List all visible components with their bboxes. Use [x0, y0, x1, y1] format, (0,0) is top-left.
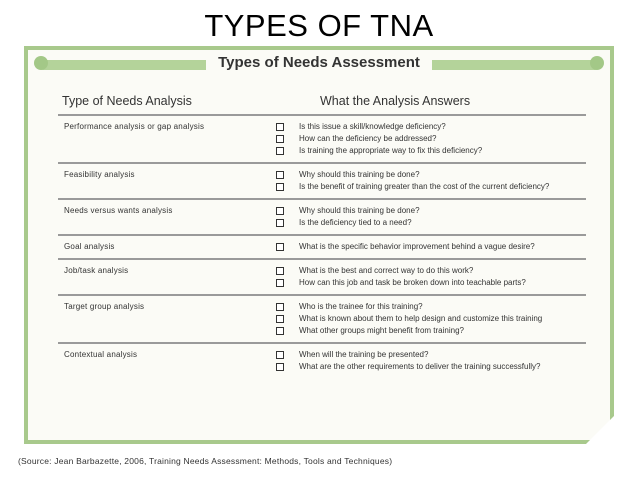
answer-text: Is the benefit of training greater than the cost of the current deficiency?	[299, 182, 550, 191]
answer-text: Is training the appropriate way to fix this deficiency?	[299, 146, 483, 155]
answer-text: What is the specific behavior improvement behind a vague desire?	[299, 242, 535, 251]
source-citation: (Source: Jean Barbazette, 2006, Training Needs Assessment: Methods, Tools and Techniques)	[18, 456, 393, 466]
answer-text: Why should this training be done?	[299, 206, 420, 215]
checkbox-icon	[276, 147, 284, 155]
analysis-type-label: Target group analysis	[64, 302, 145, 311]
column-headers	[58, 94, 578, 112]
checkbox-icon	[276, 327, 284, 335]
table-row	[58, 198, 586, 234]
checkbox-icon	[276, 207, 284, 215]
answer-text: Is this issue a skill/knowledge deficiency?	[299, 122, 446, 131]
table-row	[58, 114, 586, 162]
answer-text: What is known about them to help design and customize this training	[299, 314, 543, 323]
answer-list	[274, 349, 586, 373]
table-row	[58, 294, 586, 342]
checkbox-icon	[276, 243, 284, 251]
answer-text: Is the deficiency tied to a need?	[299, 218, 412, 227]
answer-list	[274, 205, 586, 229]
answer-list	[274, 301, 586, 337]
table-row	[58, 234, 586, 258]
answer-item	[274, 217, 586, 229]
analysis-type-label: Performance analysis or gap analysis	[64, 122, 205, 131]
answer-item	[274, 169, 586, 181]
slide-title: TYPES OF TNA	[204, 8, 434, 43]
checkbox-icon	[276, 267, 284, 275]
checkbox-icon	[276, 303, 284, 311]
checkbox-icon	[276, 135, 284, 143]
answer-item	[274, 301, 586, 313]
answer-item	[274, 313, 586, 325]
answer-text: When will the training be presented?	[299, 350, 429, 359]
answer-item	[274, 361, 586, 373]
answer-list	[274, 121, 586, 157]
card-title: Types of Needs Assessment	[206, 54, 432, 71]
answer-item	[274, 133, 586, 145]
checkbox-icon	[276, 351, 284, 359]
answer-item	[274, 265, 586, 277]
checkbox-icon	[276, 315, 284, 323]
needs-assessment-card	[24, 46, 614, 444]
answer-list	[274, 169, 586, 193]
checkbox-icon	[276, 183, 284, 191]
answer-list	[274, 265, 586, 289]
answer-item	[274, 277, 586, 289]
answer-text: What are the other requirements to deliver the training successfully?	[299, 362, 541, 371]
analysis-type-label: Contextual analysis	[64, 350, 138, 359]
answer-item	[274, 205, 586, 217]
answer-text: Who is the trainee for this training?	[299, 302, 423, 311]
checkbox-icon	[276, 279, 284, 287]
answer-text: How can the deficiency be addressed?	[299, 134, 437, 143]
card-title-wrap	[28, 54, 610, 71]
answer-text: What other groups might benefit from training?	[299, 326, 464, 335]
table-row	[58, 342, 586, 378]
analysis-type-label: Job/task analysis	[64, 266, 129, 275]
analysis-type-label: Feasibility analysis	[64, 170, 135, 179]
analysis-table	[58, 114, 586, 378]
analysis-type-label: Needs versus wants analysis	[64, 206, 173, 215]
answer-item	[274, 241, 586, 253]
answer-item	[274, 349, 586, 361]
answer-text: What is the best and correct way to do this work?	[299, 266, 474, 275]
answer-list	[274, 241, 586, 253]
checkbox-icon	[276, 171, 284, 179]
checkbox-icon	[276, 219, 284, 227]
analysis-type-label: Goal analysis	[64, 242, 115, 251]
answer-item	[274, 145, 586, 157]
answer-item	[274, 121, 586, 133]
answer-text: How can this job and task be broken down into teachable parts?	[299, 278, 526, 287]
column-header-answers: What the Analysis Answers	[320, 94, 471, 108]
table-row	[58, 258, 586, 294]
table-row	[58, 162, 586, 198]
page-curl-corner	[586, 416, 614, 444]
checkbox-icon	[276, 123, 284, 131]
answer-item	[274, 325, 586, 337]
card-banner	[28, 54, 610, 76]
checkbox-icon	[276, 363, 284, 371]
answer-item	[274, 181, 586, 193]
answer-text: Why should this training be done?	[299, 170, 420, 179]
column-header-type: Type of Needs Analysis	[62, 94, 192, 108]
